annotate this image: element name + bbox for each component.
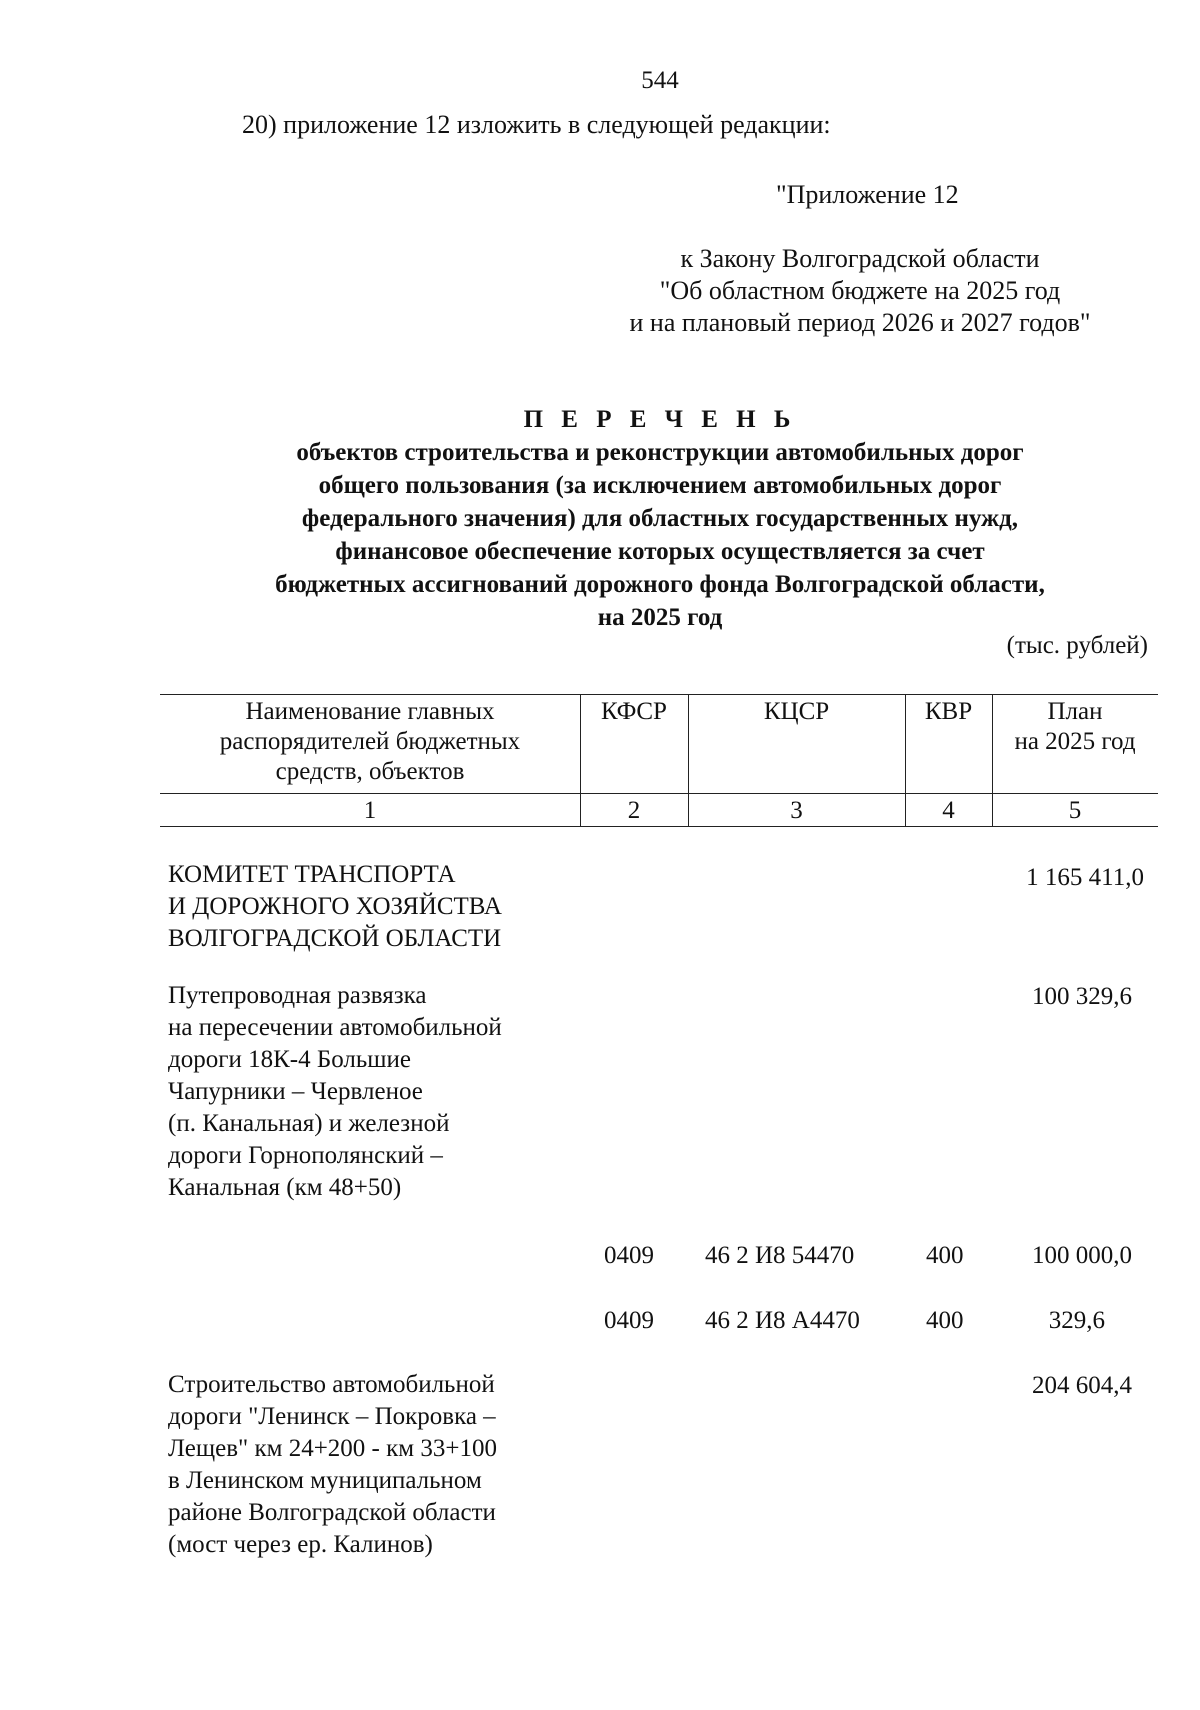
- annex-line: "Об областном бюджете на 2025 год: [659, 276, 1061, 305]
- name-line: (п. Канальная) и железной: [168, 1110, 450, 1137]
- name-line: КОМИТЕТ ТРАНСПОРТА: [168, 861, 456, 888]
- annex-line: к Закону Волгоградской области: [680, 244, 1040, 273]
- header-line: План: [1047, 698, 1103, 725]
- units-label: (тыс. рублей): [1006, 632, 1148, 659]
- document-heading: [180, 403, 1140, 634]
- row-kfsr: 0409: [604, 1307, 654, 1334]
- col-number: 2: [627, 797, 641, 824]
- header-kcsr: КЦСР: [763, 698, 830, 725]
- row-plan: 204 604,4: [1032, 1372, 1132, 1399]
- heading-line: федерального значения) для областных государственных нужд,: [301, 505, 1019, 532]
- row-kfsr: 0409: [604, 1242, 654, 1269]
- name-line: на пересечении автомобильной: [168, 1014, 502, 1041]
- col-numbers-rule: [160, 826, 1158, 827]
- row-plan: 1 165 411,0: [1026, 864, 1144, 891]
- name-line: (мост через ер. Калинов): [168, 1531, 433, 1558]
- row-plan: 100 329,6: [1032, 983, 1132, 1010]
- name-line: районе Волгоградской области: [168, 1499, 496, 1526]
- row-name: [168, 859, 568, 955]
- row-kcsr: 46 2 И8 А4470: [705, 1307, 860, 1334]
- table-top-rule: [160, 694, 1158, 695]
- header-kvr: КВР: [924, 698, 973, 725]
- heading-line: финансовое обеспечение которых осуществляется за счет: [335, 538, 985, 565]
- page-number: 544: [641, 67, 679, 94]
- name-line: в Ленинском муниципальном: [168, 1467, 482, 1494]
- header-kfsr: КФСР: [601, 698, 667, 725]
- header-rule: [160, 793, 1158, 794]
- name-line: Путепроводная развязка: [168, 982, 427, 1009]
- name-line: ВОЛГОГРАДСКОЙ ОБЛАСТИ: [168, 925, 502, 952]
- row-name: [168, 1369, 568, 1561]
- row-kvr: 400: [926, 1307, 964, 1334]
- header-line: распорядителей бюджетных: [219, 728, 521, 755]
- header-line: средств, объектов: [275, 758, 465, 785]
- header-line: на 2025 год: [1014, 728, 1136, 755]
- col-number: 3: [790, 797, 803, 824]
- name-line: дороги Горнополянский –: [168, 1142, 443, 1169]
- header-line: Наименование главных: [245, 698, 495, 725]
- heading-line: бюджетных ассигнований дорожного фонда Волгоградской области,: [275, 571, 1045, 598]
- name-line: дороги 18К-4 Большие: [168, 1046, 411, 1073]
- annex-to-law: [600, 243, 1120, 339]
- row-kcsr: 46 2 И8 54470: [705, 1242, 855, 1269]
- name-line: Лещев" км 24+200 - км 33+100: [168, 1435, 497, 1462]
- header-name: [160, 697, 580, 787]
- col-number: 1: [363, 797, 377, 824]
- name-line: Чапурники – Червленое: [168, 1078, 423, 1105]
- annex-title: "Приложение 12: [776, 180, 959, 209]
- annex-line: и на плановый период 2026 и 2027 годов": [629, 308, 1091, 337]
- row-plan: 329,6: [1048, 1307, 1105, 1334]
- name-line: Строительство автомобильной: [168, 1371, 495, 1398]
- header-plan: [992, 697, 1158, 757]
- name-line: Канальная (км 48+50): [168, 1174, 402, 1201]
- row-plan: 100 000,0: [1032, 1242, 1132, 1269]
- row-kvr: 400: [926, 1242, 964, 1269]
- name-line: дороги "Ленинск – Покровка –: [168, 1403, 496, 1430]
- heading-line: общего пользования (за исключением автомобильных дорог: [318, 472, 1002, 499]
- heading-line: на 2025 год: [597, 604, 723, 631]
- row-name: [168, 980, 568, 1204]
- col-number: 4: [942, 797, 955, 824]
- heading-title: П Е Р Е Ч Е Н Ь: [523, 406, 797, 433]
- intro-text: 20) приложение 12 изложить в следующей редакции:: [242, 110, 831, 139]
- name-line: И ДОРОЖНОГО ХОЗЯЙСТВА: [168, 893, 502, 920]
- col-number: 5: [1068, 797, 1082, 824]
- heading-line: объектов строительства и реконструкции автомобильных дорог: [296, 439, 1024, 466]
